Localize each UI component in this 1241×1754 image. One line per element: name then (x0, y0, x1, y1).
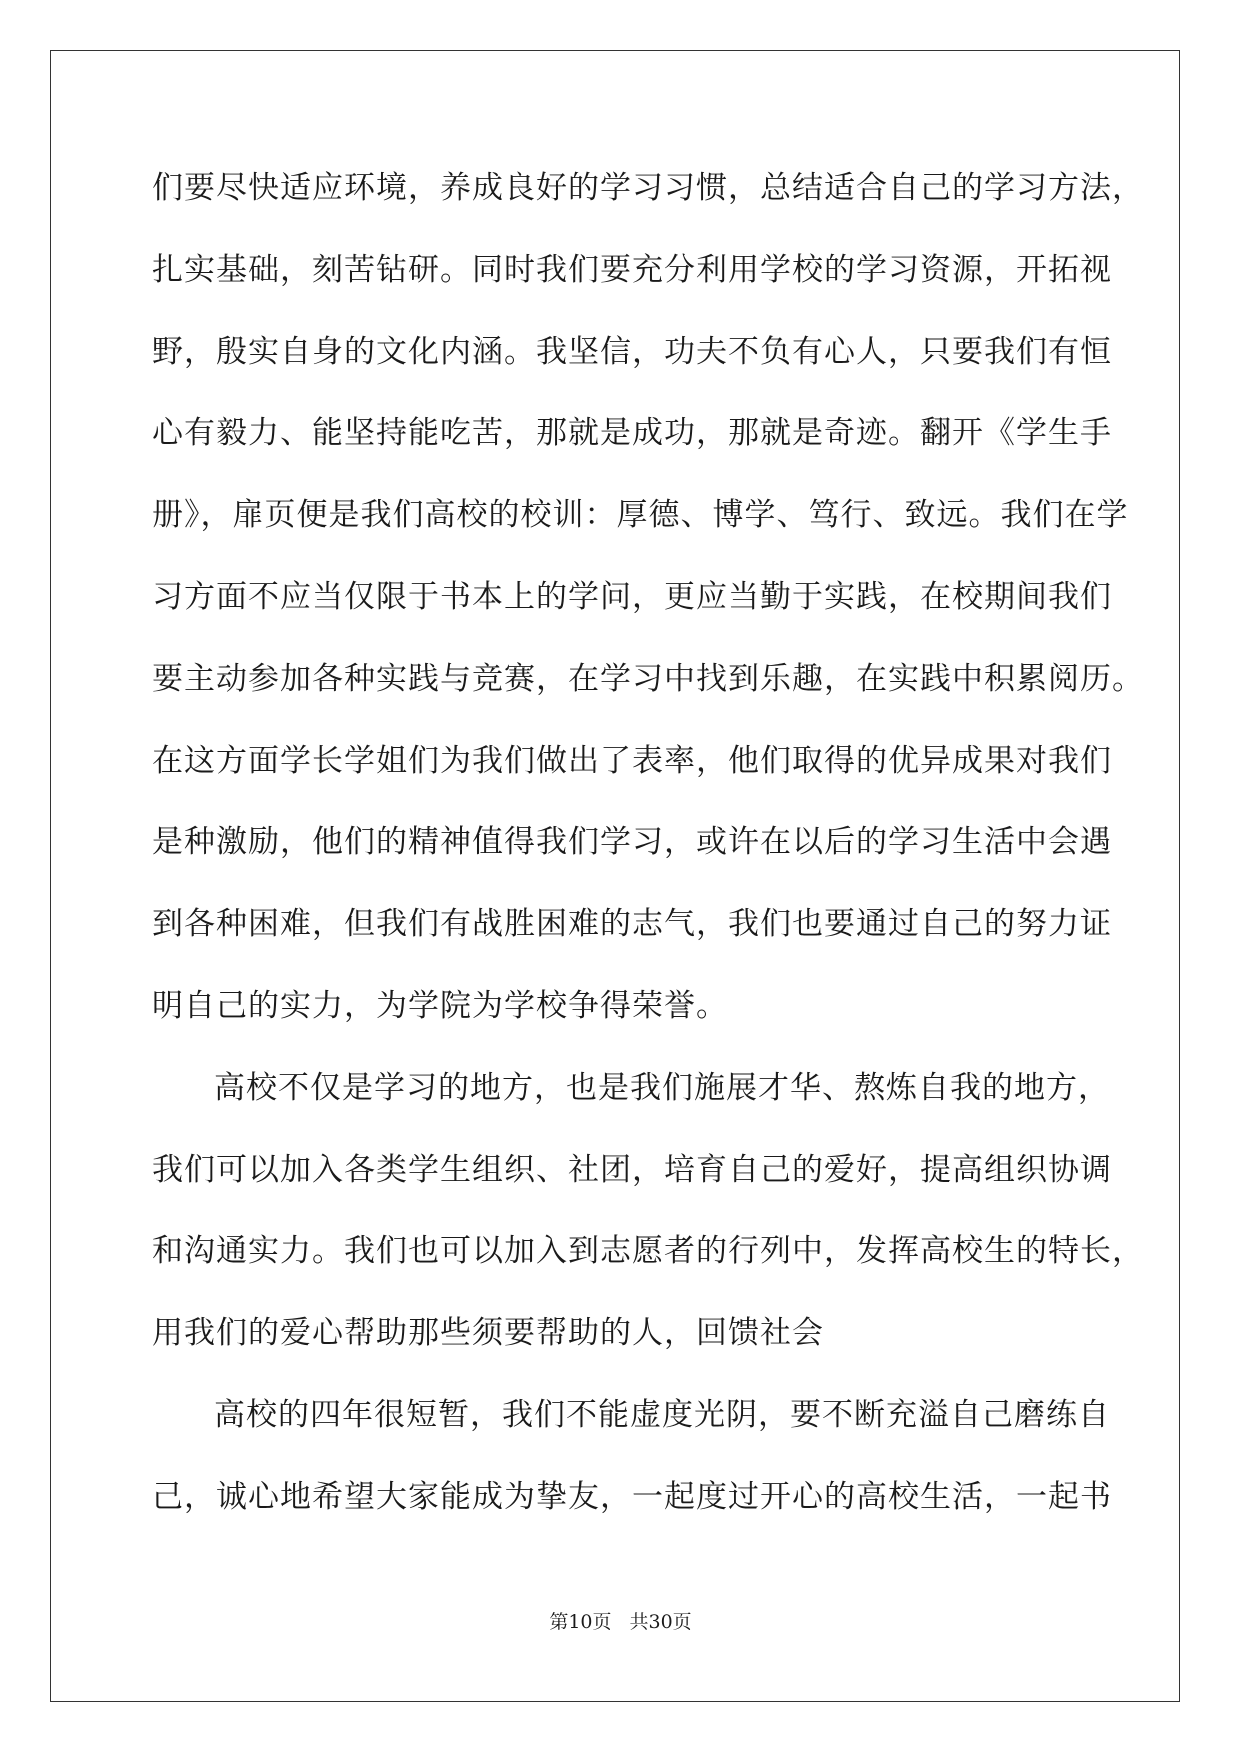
text-line: 到各种困难，但我们有战胜困难的志气，我们也要通过自己的努力证 (152, 906, 1112, 943)
text-line: 习方面不应当仅限于书本上的学问，更应当勤于实践，在校期间我们 (152, 578, 1112, 615)
text-line: 们要尽快适应环境，养成良好的学习习惯，总结适合自己的学习方法， (152, 170, 1144, 206)
text-line: 己，诚心地希望大家能成为挚友，一起度过开心的高校生活，一起书 (152, 1478, 1112, 1515)
page-footer (0, 1607, 1241, 1634)
text-line: 野，殷实自身的文化内涵。我坚信，功夫不负有心人，只要我们有恒 (152, 333, 1112, 370)
text-line: 册》，扉页便是我们高校的校训：厚德、博学、笃行、致远。我们在学 (152, 497, 1129, 534)
document-body (152, 148, 1144, 1539)
page-total: 共30页 (629, 1611, 692, 1633)
text-line: 要主动参加各种实践与竞赛，在学习中找到乐趣，在实践中积累阅历。 (152, 660, 1144, 697)
text-line: 和沟通实力。我们也可以加入到志愿者的行列中，发挥高校生的特长， (152, 1233, 1144, 1270)
text-line: 高校的四年很短暂，我们不能虚度光阴，要不断充溢自己磨练自 (214, 1396, 1110, 1433)
text-line: 是种激励，他们的精神值得我们学习，或许在以后的学习生活中会遇 (152, 824, 1112, 861)
text-line: 明自己的实力，为学院为学校争得荣誉。 (152, 987, 728, 1024)
text-line: 用我们的爱心帮助那些须要帮助的人，回馈社会 (152, 1315, 824, 1352)
page-number: 第10页 (549, 1611, 612, 1633)
text-line: 我们可以加入各类学生组织、社团，培育自己的爱好，提高组织协调 (152, 1151, 1112, 1188)
text-line: 在这方面学长学姐们为我们做出了表率，他们取得的优异成果对我们 (152, 742, 1112, 779)
text-line: 心有毅力、能坚持能吃苦，那就是成功，那就是奇迹。翻开《学生手 (152, 415, 1112, 452)
text-line: 扎实基础，刻苦钻研。同时我们要充分利用学校的学习资源，开拓视 (152, 251, 1112, 288)
text-line: 高校不仅是学习的地方，也是我们施展才华、熬炼自我的地方， (214, 1069, 1110, 1106)
